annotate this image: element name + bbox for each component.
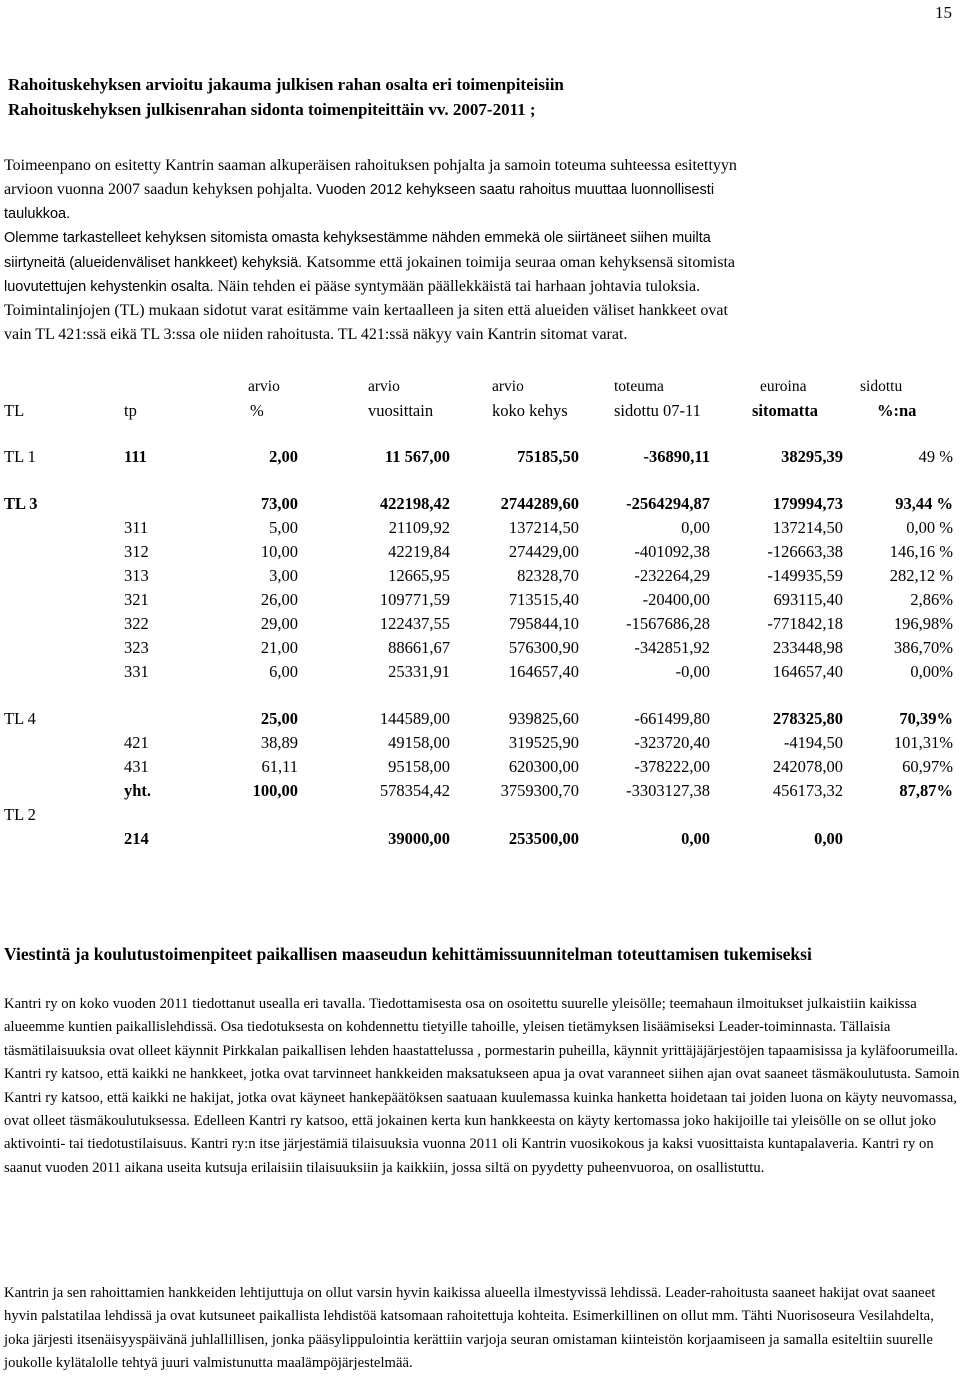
cell-bound: -342851,92 — [634, 638, 710, 657]
header-euroina: euroina — [760, 378, 807, 395]
header-sidottu-07-11: sidottu 07-11 — [614, 401, 701, 420]
cell-bound: -36890,11 — [643, 447, 710, 466]
intro-line-1: Toimeenpano on esitetty Kantrin saaman alkuperäisen rahoituksen pohjalta ja samoin toteuma suhteessa esitettyyn — [4, 157, 737, 174]
cell-total: 253500,00 — [508, 829, 579, 848]
cell-share: 70,39% — [899, 709, 953, 728]
cell-unbound: -4194,50 — [783, 733, 843, 752]
cell-bound: -20400,00 — [642, 590, 710, 609]
cell-share: 0,00% — [910, 662, 953, 681]
cell-bound: 0,00 — [681, 518, 710, 537]
cell-unbound: 0,00 — [814, 829, 843, 848]
intro-line-3: taulukkoa. — [4, 206, 71, 222]
cell-tp: 321 — [124, 590, 149, 609]
header-tl: TL — [4, 401, 25, 420]
cell-tp: yht. — [124, 781, 152, 800]
cell-bound: 0,00 — [681, 829, 710, 848]
cell-share: 49 % — [918, 447, 953, 466]
cell-tp: 313 — [124, 566, 149, 585]
heading-line-2: Rahoituskehyksen julkisenrahan sidonta toimenpiteittäin vv. 2007-2011 ; — [8, 100, 536, 119]
cell-share: 60,97% — [902, 757, 953, 776]
cell-bound: -3303127,38 — [626, 781, 710, 800]
cell-total: 3759300,70 — [500, 781, 579, 800]
cell-yearly: 39000,00 — [388, 829, 450, 848]
cell-total: 2744289,60 — [500, 494, 579, 513]
cell-pct: 2,00 — [269, 447, 298, 466]
cell-bound: -323720,40 — [634, 733, 710, 752]
cell-bound: -232264,29 — [634, 566, 710, 585]
cell-unbound: 38295,39 — [781, 447, 843, 466]
cell-unbound: 693115,40 — [773, 590, 843, 609]
cell-bound: -401092,38 — [634, 542, 710, 561]
intro-line-5: siirtyneitä (alueidenväliset hankkeet) kehyksiä. Katsomme että jokainen toimija seuraa oman kehyksensä sitomista — [4, 254, 736, 271]
cell-pct: 25,00 — [260, 709, 298, 728]
cell-unbound: 233448,98 — [772, 638, 843, 657]
cell-tl: TL 1 — [4, 447, 36, 466]
cell-share: 93,44 % — [895, 494, 953, 513]
cell-yearly: 11 567,00 — [384, 447, 450, 466]
cell-unbound: 179994,73 — [772, 494, 843, 513]
cell-unbound: -149935,59 — [767, 566, 843, 585]
cell-bound: -661499,80 — [634, 709, 710, 728]
cell-tl: TL 3 — [4, 494, 38, 513]
cell-pct: 5,00 — [269, 518, 298, 537]
cell-yearly: 49158,00 — [388, 733, 450, 752]
cell-unbound: 456173,32 — [772, 781, 843, 800]
section-paragraph-2: Kantrin ja sen rahoittamien hankkeiden lehtijuttuja on ollut varsin hyvin kaikissa alueella ilmestyvissä lehdissä. Leader-rahoitusta saaneet hakijat ovat saaneet hyvin palstatilaa lehdissä ja ovat kutsuneet paikallista lehdistöä katsomaan rahoitettuja kohteita. Esimerkillinen on ollut mm. Tähti Nuorisoseura Vesilahdelta, joka järjesti itsenäisyyspäivänä juhlallillisen, jonka pääsylippulointia kerättiin varjoja seuran omistaman kiinteistön korjaamiseen ja samalla esiteltiin suurelle joukolle kylätalolle tehtyä juuri valmistunutta maalämpöjärjestelmää. — [4, 1285, 936, 1372]
header-sitomatta: sitomatta — [752, 401, 818, 420]
cell-total: 82328,70 — [517, 566, 579, 585]
intro-line-8: vain TL 421:ssä eikä TL 3:ssa ole niiden rahoitusta. TL 421:ssä näkyy vain Kantrin sitomat varat. — [4, 326, 628, 343]
cell-unbound: -771842,18 — [767, 614, 843, 633]
cell-tp: 322 — [124, 614, 149, 633]
cell-tp: 421 — [124, 733, 149, 752]
cell-yearly: 109771,59 — [379, 590, 450, 609]
cell-bound: -378222,00 — [634, 757, 710, 776]
cell-pct: 29,00 — [260, 614, 298, 633]
cell-total: 620300,00 — [508, 757, 579, 776]
cell-total: 75185,50 — [517, 447, 579, 466]
header-toteuma: toteuma — [614, 378, 664, 395]
cell-tp: 431 — [124, 757, 149, 776]
cell-unbound: 137214,50 — [772, 518, 843, 537]
cell-unbound: 278325,80 — [772, 709, 843, 728]
cell-total: 713515,40 — [508, 590, 579, 609]
header-tp: tp — [124, 401, 137, 420]
section-title: Viestintä ja koulutustoimenpiteet paikallisen maaseudun kehittämissuunnitelman toteuttamisen tukemiseksi — [4, 944, 812, 964]
cell-pct: 10,00 — [260, 542, 298, 561]
intro-line-2: arvioon vuonna 2007 saadun kehyksen pohjalta. Vuoden 2012 kehykseen saatu rahoitus muuttaa luonnollisesti — [4, 181, 715, 198]
cell-yearly: 42219,84 — [388, 542, 450, 561]
header-arvio-3: arvio — [492, 378, 524, 395]
header-koko-kehys: koko kehys — [492, 401, 568, 420]
cell-pct: 38,89 — [260, 733, 298, 752]
cell-total: 137214,50 — [508, 518, 579, 537]
cell-yearly: 95158,00 — [388, 757, 450, 776]
header-arvio-2: arvio — [368, 378, 400, 395]
cell-pct: 3,00 — [269, 566, 298, 585]
cell-unbound: -126663,38 — [767, 542, 843, 561]
header-arvio-1: arvio — [248, 378, 280, 395]
cell-share: 146,16 % — [889, 542, 953, 561]
cell-bound: -1567686,28 — [626, 614, 710, 633]
cell-pct: 73,00 — [260, 494, 298, 513]
cell-share: 2,86% — [910, 590, 953, 609]
cell-unbound: 164657,40 — [772, 662, 843, 681]
section-paragraph-1: Kantri ry on koko vuoden 2011 tiedottanut usealla eri tavalla. Tiedottamisesta osa on osoitettu suurelle yleisölle; teemahaun ilmoitukset julkaistiin kaikissa alueemme kuntien paikallislehdissä. Osa tiedotuksesta on kohdennettu tietyille tahoille, yleisen tietämyksen lisäämiseksi Leader-toiminnasta. Tällaisia täsmätilaisuuksia ovat olleet käynnit Pirkkalan paikallisen lehden haastattelussa , pormestarin puheilla, käynnit yrittäjäjärjestöjen tapaamisissa ja kyläfoorumeilla. Kantri ry katsoo, että kaikki ne hankkeet, jotka ovat tarvinneet hankkeiden maksatukseen apua ja ovat varanneet siihen ajan ovat saaneet täsmäkoulutusta. Samoin Kantri ry katsoo, että kaikki ne hakijat, jotka ovat käyneet hankepäätöksen saatuaan kuulemassa kuinka hanketta hoidetaan tai joiden luona on käyty neuvomassa, ovat olleet täsmäkoulutuksessa. Edelleen Kantri ry katsoo, että jokainen kerta kun hankkeesta on käyty kertomassa joko hakijoille tai yleisölle on se ollut joko aktivointi- tai tiedotustilaisuus. Kantri ry:n itse järjestämiä tilaisuuksia vuonna 2011 oli Kantrin vuosikokous ja kaksi vuosittaista kuntapalaveria. Kantri ry on saanut vuoden 2011 aikana useita kutsuja erilaisiin tilaisuuksiin ja kaikkiin, jossa siltä on pyydetty puheenvuoroa, on osallistuttu. — [4, 996, 960, 1176]
cell-yearly: 144589,00 — [379, 709, 450, 728]
cell-pct: 6,00 — [269, 662, 298, 681]
header-percent-na: %:na — [877, 401, 917, 420]
cell-tp: 323 — [124, 638, 149, 657]
cell-pct: 21,00 — [260, 638, 298, 657]
cell-yearly: 422198,42 — [379, 494, 450, 513]
intro-line-7: Toimintalinjojen (TL) mukaan sidotut varat esitämme vain kertaalleen ja siten että alueiden väliset hankkeet ovat — [4, 302, 728, 319]
cell-tp: 111 — [124, 447, 147, 466]
header-percent: % — [250, 401, 264, 420]
cell-share: 101,31% — [893, 733, 953, 752]
cell-total: 164657,40 — [508, 662, 579, 681]
cell-share: 386,70% — [893, 638, 953, 657]
cell-unbound: 242078,00 — [772, 757, 843, 776]
cell-yearly: 25331,91 — [388, 662, 450, 681]
cell-total: 795844,10 — [508, 614, 579, 633]
cell-total: 274429,00 — [508, 542, 579, 561]
cell-tp: 312 — [124, 542, 149, 561]
cell-share: 196,98% — [893, 614, 953, 633]
cell-bound: -2564294,87 — [626, 494, 710, 513]
page-number: 15 — [935, 3, 952, 22]
cell-pct: 61,11 — [261, 757, 298, 776]
cell-share: 87,87% — [899, 781, 953, 800]
cell-tp: 311 — [124, 518, 149, 537]
header-sidottu: sidottu — [860, 378, 903, 395]
cell-tp: 214 — [124, 829, 149, 848]
cell-pct: 100,00 — [252, 781, 298, 800]
intro-line-6: luovutettujen kehystenkin osalta. Näin tehden ei pääse syntymään päällekkäistä tai harhaan johtavia tuloksia. — [4, 278, 701, 295]
cell-tl: TL 2 — [4, 805, 36, 824]
cell-total: 576300,90 — [508, 638, 579, 657]
cell-yearly: 21109,92 — [388, 518, 450, 537]
cell-yearly: 578354,42 — [379, 781, 450, 800]
cell-tp: 331 — [124, 662, 149, 681]
cell-yearly: 122437,55 — [379, 614, 450, 633]
cell-yearly: 88661,67 — [388, 638, 450, 657]
heading-line-1: Rahoituskehyksen arvioitu jakauma julkisen rahan osalta eri toimenpiteisiin — [8, 75, 564, 94]
cell-share: 282,12 % — [889, 566, 953, 585]
cell-total: 939825,60 — [508, 709, 579, 728]
cell-bound: -0,00 — [675, 662, 710, 681]
intro-line-4: Olemme tarkastelleet kehyksen sitomista omasta kehyksestämme nähden emmekä ole siirtäneet siihen muilta — [4, 230, 711, 246]
cell-pct: 26,00 — [260, 590, 298, 609]
header-vuosittain: vuosittain — [368, 401, 434, 420]
cell-yearly: 12665,95 — [388, 566, 450, 585]
cell-total: 319525,90 — [508, 733, 579, 752]
cell-tl: TL 4 — [4, 709, 36, 728]
cell-share: 0,00 % — [906, 518, 953, 537]
